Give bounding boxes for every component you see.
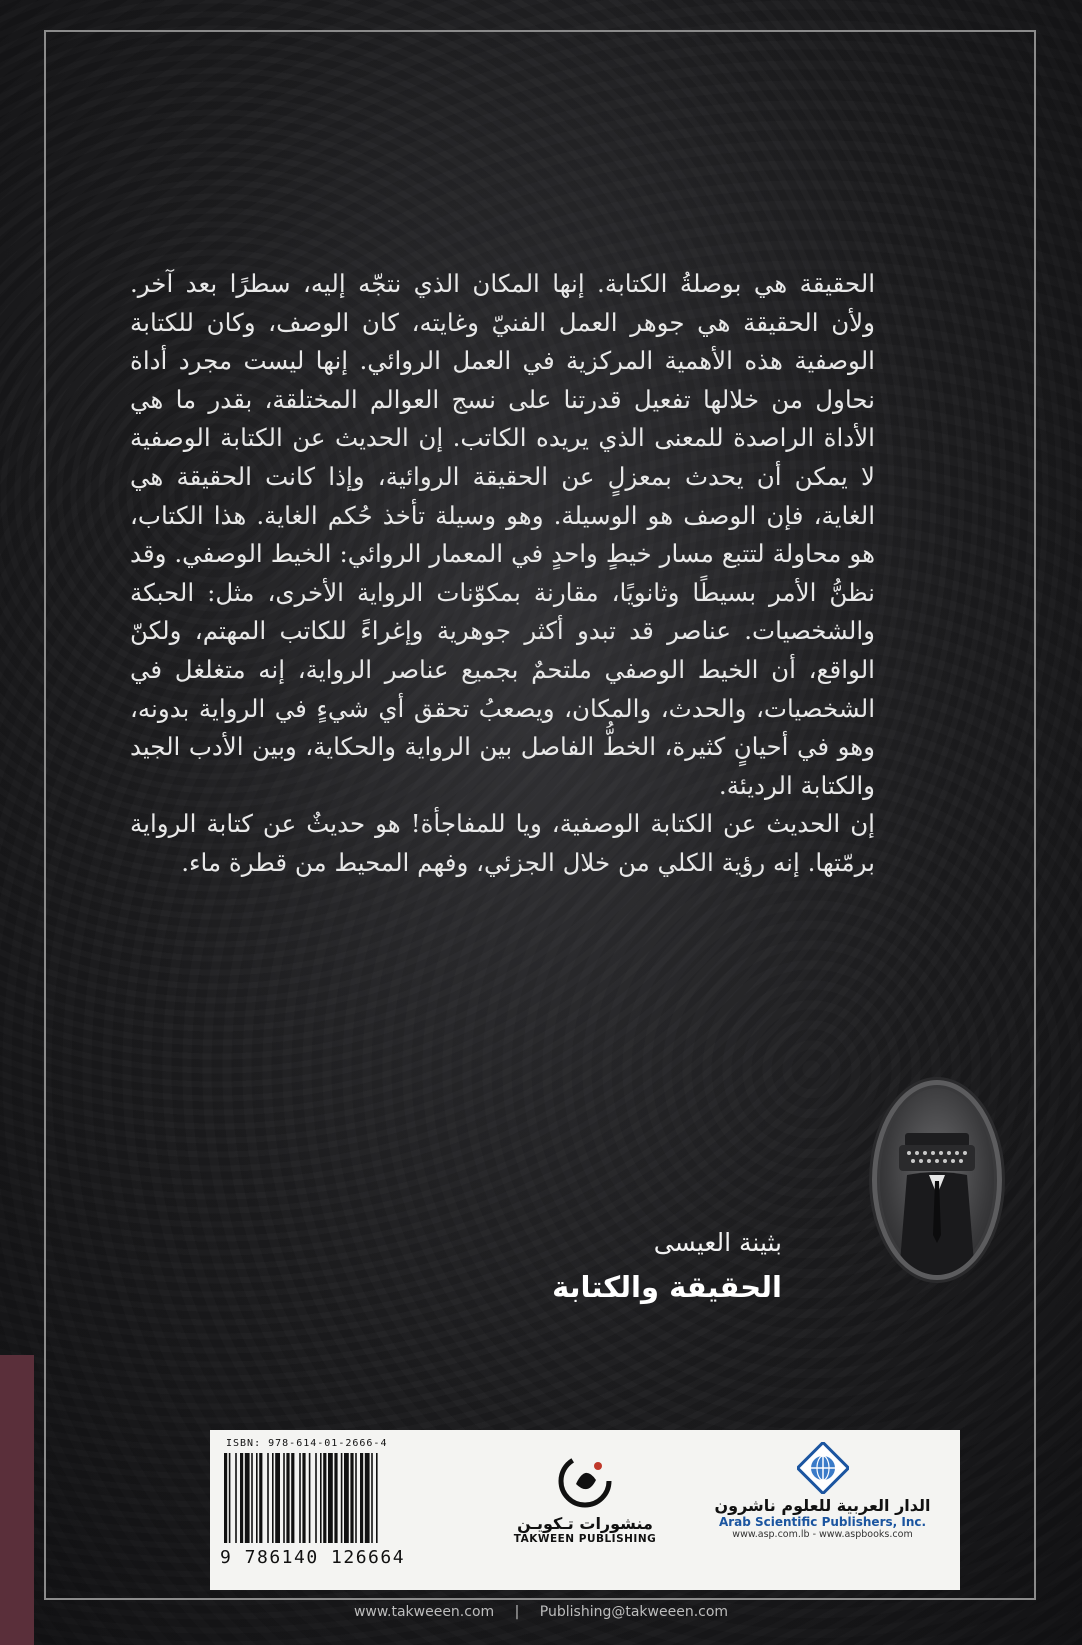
takween-logo — [510, 1450, 660, 1545]
barcode-bar — [365, 1453, 370, 1543]
asp-globe-icon — [797, 1442, 849, 1494]
barcode-digits: 9 786140 126664 — [220, 1547, 406, 1568]
takween-arabic-name: منشورات تـكويـن — [517, 1514, 653, 1533]
barcode-bar — [229, 1453, 231, 1543]
barcode — [220, 1453, 460, 1545]
barcode-bar — [245, 1453, 250, 1543]
barcode-bar — [376, 1453, 378, 1543]
asp-website: www.asp.com.lb - www.aspbooks.com — [732, 1529, 913, 1540]
footer-contact — [0, 1604, 1082, 1620]
footer-separator: | — [514, 1604, 520, 1620]
barcode-bar — [344, 1453, 349, 1543]
barcode-bar — [291, 1453, 294, 1543]
barcode-bar — [350, 1453, 353, 1543]
barcode-bar — [323, 1453, 326, 1543]
takween-english-name: TAKWEEN PUBLISHING — [513, 1533, 657, 1545]
back-cover-blurb — [130, 265, 875, 883]
blurb-paragraph: الحقيقة هي بوصلةُ الكتابة. إنها المكان الذي نتجّه إليه، سطرًا بعد آخر. ولأن الحقيقة هي جوهر العمل الفنيّ وغايته، كان الوصف، وكان للكتابة الوصفية هذه الأهمية المركزية في العمل الروائي. إنها ليست مجرد أداة نحاول من خلالها تفعيل قدرتنا على نسج العوالم المختلقة، بقدر ما هي الأداة الراصدة للمعنى الذي يريده الكاتب. إن الحديث عن الكتابة الوصفية لا يمكن أن يحدث بمعزلٍ عن الحقيقة الروائية، وإذا كانت الحقيقة هي الغاية، فإن الوصف هو الوسيلة. وهو وسيلة تأخذ حُكم الغاية. هذا الكتاب، هو محاولة لتتبع مسار خيطٍ واحدٍ في المعمار الروائي: الخيط الوصفي. وقد نظنُّ الأمر بسيطًا وثانويًا، مقارنة بمكوّنات الرواية الأخرى، مثل: الحبكة والشخصيات. عناصر قد تبدو أكثر جوهرية وإغراءً للكاتب المهتم، ولكنّ الواقع، أن الخيط الوصفي ملتحمٌ بجميع عناصر الرواية، إنه متغلغل في الشخصيات، والحدث، والمكان، ويصعبُ تحقق أي شيءٍ في الرواية بدونه، وهو في أحيانٍ كثيرة، الخطُّ الفاصل بين الرواية والحكاية، وبين الأدب الجيد والكتابة الرديئة. — [130, 269, 875, 800]
barcode-bar — [334, 1453, 337, 1543]
barcode-bar — [315, 1453, 317, 1543]
barcode-bar — [251, 1453, 253, 1543]
barcode-bar — [328, 1453, 333, 1543]
barcode-bar — [224, 1453, 227, 1543]
barcode-bar — [360, 1453, 363, 1543]
barcode-bar — [256, 1453, 258, 1543]
typewriter-figure-icon — [872, 1080, 1002, 1280]
barcode-bar — [371, 1453, 373, 1543]
footer-website[interactable]: www.takweeen.com — [353, 1604, 495, 1620]
barcode-bar — [299, 1453, 301, 1543]
author-name: بثينة العيسى — [653, 1228, 782, 1257]
barcode-bar — [235, 1453, 237, 1543]
takween-mark-icon — [554, 1450, 616, 1512]
barcode-bar — [275, 1453, 280, 1543]
barcode-bar — [267, 1453, 269, 1543]
asp-logo — [700, 1442, 945, 1540]
barcode-bar — [283, 1453, 285, 1543]
spine-color-strip — [0, 1355, 34, 1645]
isbn-text: ISBN: 978-614-01-2666-4 — [226, 1438, 388, 1449]
footer-email[interactable]: Publishing@takweeen.com — [539, 1604, 729, 1620]
book-title: الحقيقة والكتابة — [552, 1270, 782, 1304]
barcode-block — [220, 1438, 470, 1583]
barcode-bar — [272, 1453, 274, 1543]
barcode-bar — [320, 1453, 322, 1543]
barcode-bar — [309, 1453, 311, 1543]
barcode-bar — [302, 1453, 305, 1543]
barcode-bar — [341, 1453, 343, 1543]
asp-english-name: Arab Scientific Publishers, Inc. — [718, 1515, 927, 1529]
barcode-bar — [240, 1453, 243, 1543]
blurb-closing: إن الحديث عن الكتابة الوصفية، ويا للمفاجأة! هو حديثٌ عن كتابة الرواية برمّتها. إنه رؤية الكلي من خلال الجزئي، وفهم المحيط من قطرة ماء. — [130, 809, 875, 877]
barcode-bar — [259, 1453, 262, 1543]
barcode-bar — [286, 1453, 289, 1543]
asp-arabic-name: الدار العربية للعلوم ناشرون — [714, 1496, 931, 1515]
barcode-bar — [355, 1453, 357, 1543]
publisher-label — [210, 1430, 960, 1590]
